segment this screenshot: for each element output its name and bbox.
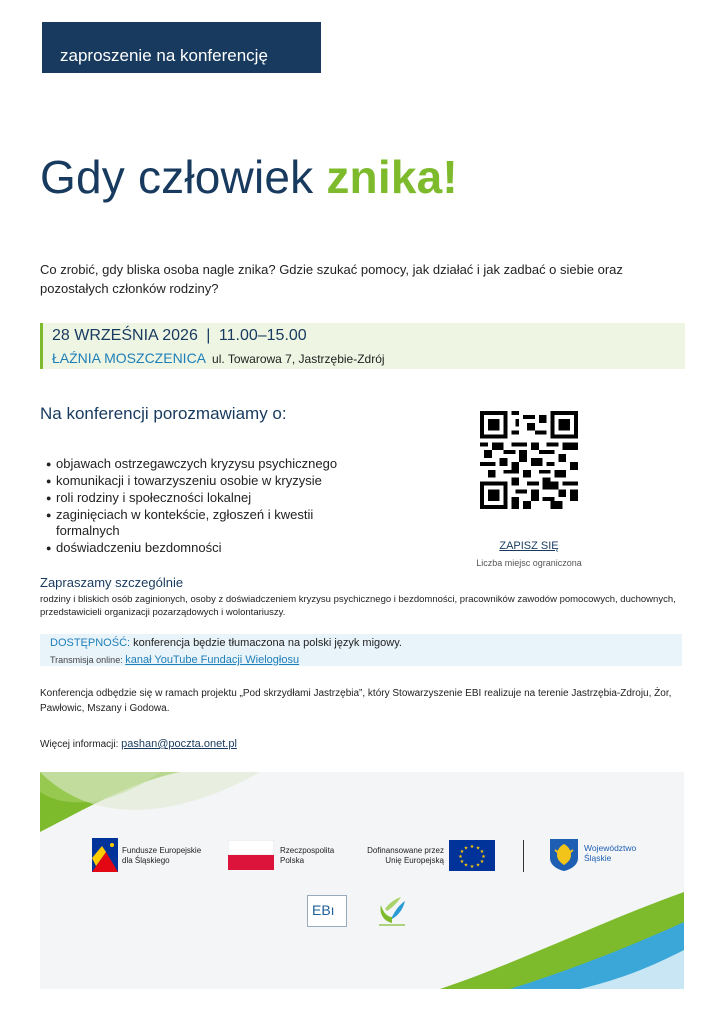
- venue-address: ul. Towarowa 7, Jastrzębie-Zdrój: [212, 352, 385, 366]
- title-highlight: znika!: [326, 151, 458, 203]
- event-time: 11.00–15.00: [218, 327, 307, 344]
- header-label: zaproszenie na konferencję: [60, 46, 268, 65]
- svg-text:★: ★: [463, 845, 469, 852]
- topic-item: ● objawach ostrzegawczych kryzysu psychicznego: [46, 456, 356, 472]
- topic-item: ● komunikacji i towarzyszeniu osobie w kryzysie: [46, 473, 356, 489]
- accessibility-label: DOSTĘPNOŚĆ:: [50, 637, 131, 649]
- logo-divider: [523, 840, 524, 872]
- title-main: Gdy człowiek: [40, 151, 327, 203]
- fundusze-europejskie-icon: [92, 838, 118, 872]
- register-note: Liczba miejsc ograniczona: [476, 558, 582, 568]
- svg-text:★: ★: [469, 844, 475, 850]
- contact-email[interactable]: pashan@poczta.onet.pl: [121, 738, 237, 750]
- event-datetime: [52, 327, 307, 345]
- invite-text: rodziny i bliskich osób zaginionych, osoby z doświadczeniem kryzysu psychicznego i bezdomności, pracowników zawodów pomocowych, duchownych, przedstawicieli organizacji pozarządowych i wolontariuszy.: [40, 594, 676, 618]
- intro-text: Co zrobić, gdy bliska osoba nagle znika? Gdzie szukać pomocy, jak działać i jak zadbać o siebie oraz pozostałych członków rodziny?: [40, 262, 623, 296]
- svg-text:★: ★: [479, 849, 485, 855]
- topic-item: ● roli rodziny i społeczności lokalnej: [46, 490, 356, 506]
- project-text: Konferencja odbędzie się w ramach projektu „Pod skrzydłami Jastrzębia”, który Stowarzyszenie EBI realizuje na terenie Jastrzębia-Zdroju, Żor, Pawłowic, Mszany i Godowa.: [40, 688, 672, 714]
- rp-line2: Polska: [280, 856, 305, 865]
- eu-flag-icon: [449, 840, 495, 871]
- svg-text:★: ★: [458, 854, 463, 860]
- venue-name: ŁAŹNIA MOSZCZENICA: [52, 350, 207, 366]
- accessibility-line: [50, 637, 402, 649]
- event-separator: |: [206, 327, 211, 344]
- stream-line: [50, 654, 299, 666]
- fe-logo-text: [122, 846, 201, 866]
- event-venue: [52, 350, 385, 366]
- eu-logo-text: [360, 846, 444, 866]
- slaskie-line1: Województwo: [584, 843, 637, 853]
- header-banner: [42, 22, 321, 73]
- project-wing-logo-icon: [373, 893, 411, 929]
- topics-list: [46, 456, 356, 557]
- footer-decoration: [40, 772, 684, 989]
- ebi-logo-text: EBı: [312, 902, 335, 918]
- svg-text:★: ★: [459, 859, 465, 865]
- rp-logo-text: [280, 846, 334, 866]
- slaskie-logo-text: [584, 843, 636, 863]
- youtube-link[interactable]: kanał YouTube Fundacji Wielogłosu: [125, 654, 300, 666]
- qr-code[interactable]: [480, 411, 578, 509]
- polish-flag-icon: [228, 840, 274, 870]
- event-date: 28 WRZEŚNIA 2026: [52, 327, 198, 344]
- register-link[interactable]: ZAPISZ SIĘ: [499, 540, 559, 552]
- slaskie-line2: Śląskie: [584, 853, 612, 863]
- stream-label: Transmisja online:: [50, 655, 123, 665]
- page-title: [40, 150, 458, 204]
- accessibility-text: konferencja będzie tłumaczona na polski język migowy.: [133, 637, 402, 649]
- contact-label: Więcej informacji:: [40, 739, 119, 750]
- ebi-logo: [307, 895, 347, 927]
- contact-line: [40, 738, 237, 750]
- eu-line2: Unię Europejską: [385, 856, 444, 865]
- fe-line2: dla Śląskiego: [122, 856, 170, 865]
- eu-line1: Dofinansowane przez: [367, 846, 444, 855]
- svg-text:★: ★: [459, 849, 465, 855]
- invite-heading: Zapraszamy szczególnie: [40, 575, 184, 590]
- rp-line1: Rzeczpospolita: [280, 846, 335, 855]
- svg-text:★: ★: [481, 854, 486, 860]
- topics-heading: Na konferencji porozmawiamy o:: [40, 404, 287, 423]
- svg-text:★: ★: [469, 864, 475, 870]
- fe-line1: Fundusze Europejskie: [122, 846, 202, 855]
- footer-logos: [40, 772, 684, 989]
- svg-text:★: ★: [475, 845, 481, 852]
- svg-text:★: ★: [463, 862, 469, 869]
- svg-text:★: ★: [475, 862, 481, 869]
- svg-text:★: ★: [479, 859, 485, 865]
- slaskie-coat-of-arms-icon: [549, 838, 579, 872]
- topic-item: ● zaginięciach w kontekście, zgłoszeń i kwestii formalnych: [46, 507, 356, 539]
- topic-item: ● doświadczeniu bezdomności: [46, 540, 356, 556]
